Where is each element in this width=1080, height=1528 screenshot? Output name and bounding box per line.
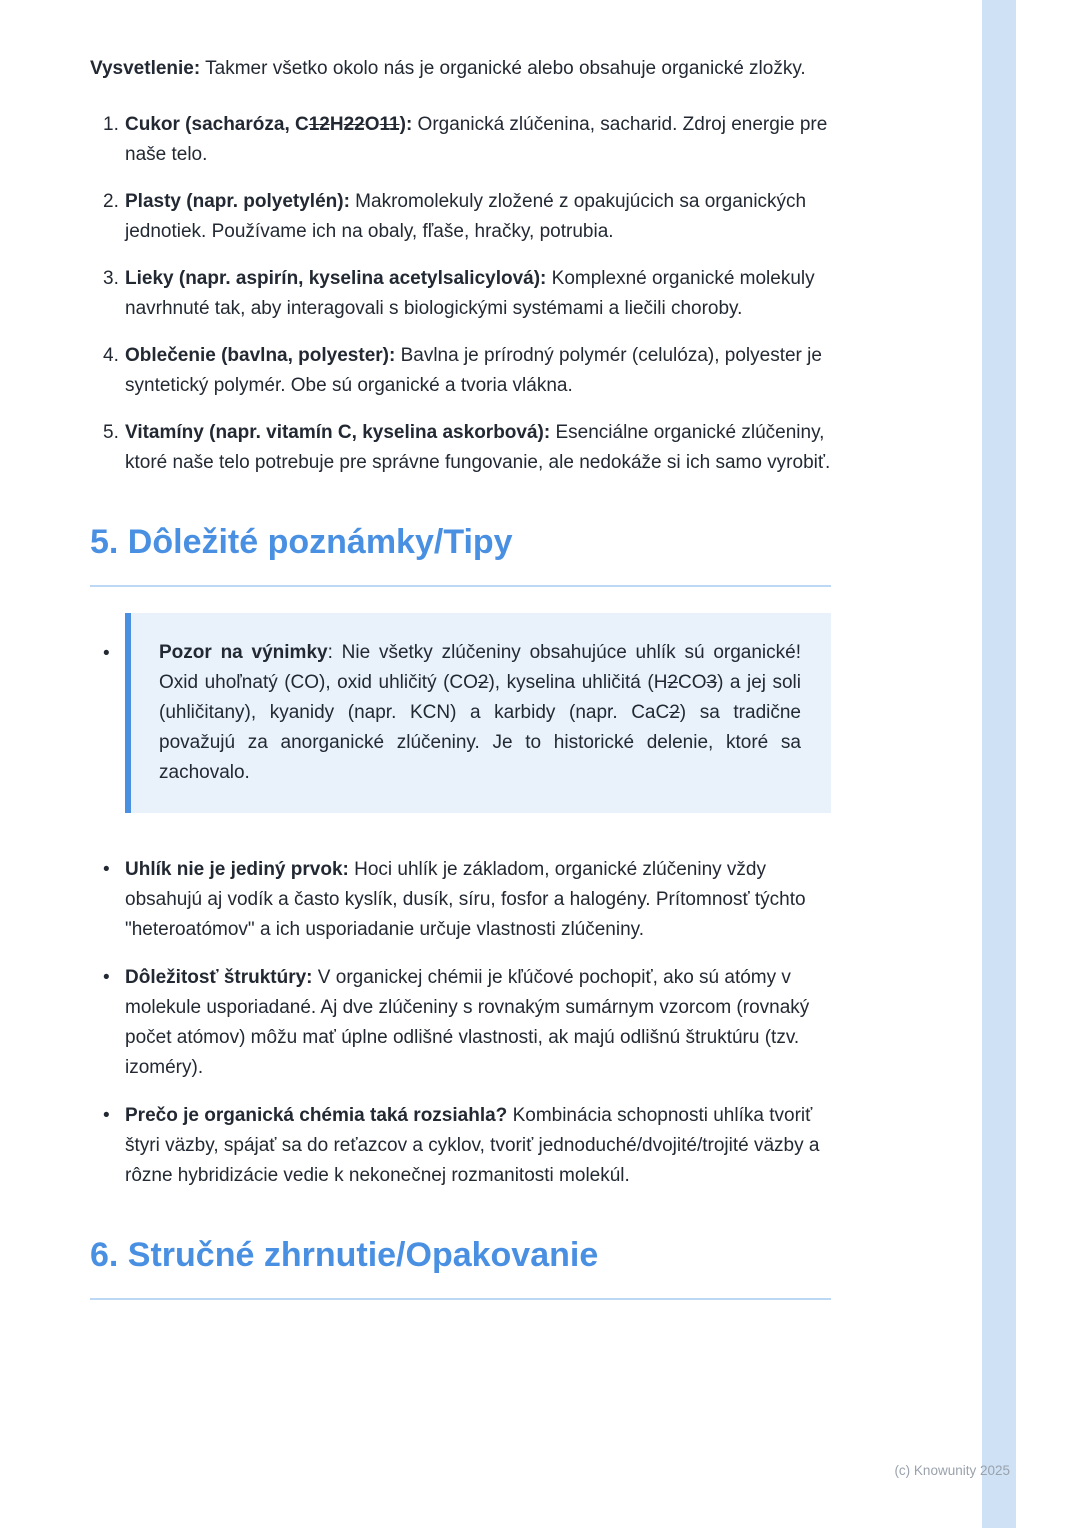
warning-note-item — [90, 613, 831, 813]
list-number: 3. — [103, 268, 119, 290]
section-divider — [90, 1298, 831, 1300]
list-number: 5. — [103, 422, 119, 444]
bullet-marker: • — [103, 1105, 110, 1127]
warning-callout: Pozor na výnimky: Nie všetky zlúčeniny obsahujúce uhlík sú organické! Oxid uhoľnatý (CO), oxid uhličitý (CO2), kyselina uhličitá (H2CO3) a jej soli (uhličitany), kyanidy (napr. KCN) a karbidy (napr. CaC2) sa tradične považujú za anorganické zlúčeniny. Je to historické delenie, ktoré sa zachovalo. — [125, 613, 831, 813]
page-margin-strip — [982, 0, 1016, 1528]
intro-paragraph: Vysvetlenie: Takmer všetko okolo nás je organické alebo obsahuje organické zložky. — [90, 58, 806, 79]
bullet-marker: • — [103, 642, 110, 664]
list-item — [90, 264, 831, 324]
list-item-text: Prečo je organická chémia taká rozsiahla? Kombinácia schopnosti uhlíka tvoriť štyri väzby, spájať sa do reťazcov a cyklov, tvoriť jednoduché/dvojité/trojité väzby a rôzne hybridizácie vedie k nekonečnej rozmanitosti molekúl. — [125, 1105, 820, 1187]
list-number: 1. — [103, 114, 119, 136]
list-item-text: Uhlík nie je jediný prvok: Hoci uhlík je základom, organické zlúčeniny vždy obsahujú aj vodík a často kyslík, dusík, síru, fosfor a halogény. Prítomnosť týchto "heteroatómov" a ich usporiadanie určuje vlastnosti zlúčeniny. — [125, 859, 806, 941]
list-item-text: Cukor (sacharóza, C12H22O11): Organická zlúčenina, sacharid. Zdroj energie pre naše telo. — [125, 114, 828, 166]
list-item — [90, 855, 831, 945]
bullet-marker: • — [103, 859, 110, 881]
bullet-marker: • — [103, 967, 110, 989]
tips-bullet-list — [90, 855, 831, 1191]
section-5-heading: 5. Dôležité poznámky/Tipy — [90, 523, 513, 562]
section-6-heading: 6. Stručné zhrnutie/Opakovanie — [90, 1236, 599, 1275]
list-item — [90, 187, 831, 247]
list-item — [90, 341, 831, 401]
list-item-text: Vitamíny (napr. vitamín C, kyselina askorbová): Esenciálne organické zlúčeniny, ktoré naše telo potrebuje pre správne fungovanie, ale nedokáže si ich samo vyrobiť. — [125, 422, 831, 474]
list-item-text: Plasty (napr. polyetylén): Makromolekuly zložené z opakujúcich sa organických jednotiek. Používame ich na obaly, fľaše, hračky, potrubia. — [125, 191, 807, 243]
list-item-text: Oblečenie (bavlna, polyester): Bavlna je prírodný polymér (celulóza), polyester je syntetický polymér. Obe sú organické a tvoria vlákna. — [125, 345, 822, 397]
list-item — [90, 1101, 831, 1191]
list-item-text: Lieky (napr. aspirín, kyselina acetylsalicylová): Komplexné organické molekuly navrhnuté tak, aby interagovali s biologickými systémami a liečili choroby. — [125, 268, 815, 320]
list-number: 4. — [103, 345, 119, 367]
list-item — [90, 110, 831, 170]
section-divider — [90, 585, 831, 587]
page-content — [90, 54, 831, 1326]
copyright-footer: (c) Knowunity 2025 — [894, 1463, 1010, 1478]
list-item — [90, 418, 831, 478]
list-number: 2. — [103, 191, 119, 213]
list-item-text: Dôležitosť štruktúry: V organickej chémii je kľúčové pochopiť, ako sú atómy v molekule usporiadané. Aj dve zlúčeniny s rovnakým sumárnym vzorcom (rovnaký počet atómov) môžu mať úplne odlišné vlastnosti, ak majú odlišnú štruktúru (tzv. izoméry). — [125, 967, 810, 1079]
examples-numbered-list — [90, 110, 831, 478]
list-item — [90, 963, 831, 1083]
